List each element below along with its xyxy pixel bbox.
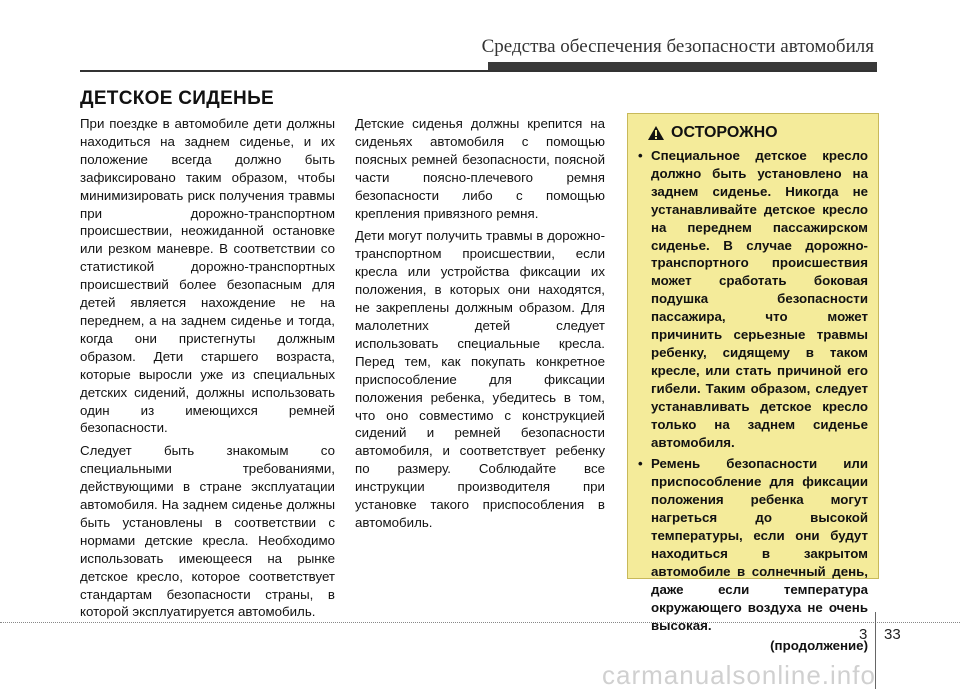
warning-title: ОСТОРОЖНО — [671, 124, 778, 141]
section-title: ДЕТСКОЕ СИДЕНЬЕ — [80, 88, 274, 109]
paragraph: Детские сиденья должны крепится на сиденьях автомобиля с помощью поясных ремней безопасности, поясной части поясно-плечевого ремня безопасности либо с помощью крепления привязного ремня. — [355, 116, 605, 221]
watermark: carmanualsonline.info — [602, 660, 876, 690]
bullet: • — [638, 148, 643, 163]
continued-label: (продолжение) — [770, 638, 868, 654]
page-number: 33 — [884, 626, 901, 643]
text-column-1 — [80, 115, 335, 626]
section-number: 3 — [859, 626, 868, 643]
text-column-2 — [355, 115, 605, 537]
header-rule — [80, 70, 877, 72]
warning-item — [638, 147, 868, 451]
warning-list — [638, 147, 868, 634]
footer-rule — [0, 622, 960, 623]
warning-item — [638, 455, 868, 634]
paragraph: Дети могут получить травмы в дорожно-транспортном происшествии, если кресла или устройства фиксации их положения, в которых они находятся, не закреплены должным образом. Для малолетних детей следует использовать специальные кресла. Перед тем, как покупать конкретное приспособление для фиксации положения ребенка, убедитесь в том, что оно совместимо с конструкцией сидений и ремней безопасности автомобиля, и соответствует ребенку по размеру. Соблюдайте все инструкции производителя при установке такого приспособления в автомобиль. — [355, 228, 605, 530]
bullet: • — [638, 456, 643, 472]
warning-item-text: Ремень безопасности или приспособление для фиксации положения ребенка могут нагреться до высокой температуры, если они будут находиться в закрытом автомобиле в солнечный день, даже если температура окружающего воздуха не очень высокая. — [651, 456, 868, 633]
paragraph: Следует быть знакомым со специальными требованиями, действующими в стране эксплуатации автомобиля. На заднем сиденье должны быть установлены в соответствии с нормами детские кресла. Необходимо использовать имеющееся на рынке детское кресло, которое соответствует стандартам безопасности страны, в которой эксплуатируется автомобиль. — [80, 443, 335, 620]
warning-box — [627, 113, 879, 654]
header-title: Средства обеспечения безопасности автомобиля — [481, 36, 874, 57]
paragraph: При поездке в автомобиле дети должны находиться на заднем сиденье, и их положение всегда должно быть зафиксировано таким образом, чтобы минимизировать риск получения травмы при дорожно-транспортном происшествии, неожиданной остановке или резком маневре. В соответствии со статистикой дорожно-транспортных происшествий более безопасным для детей является нахождение не на переднем, а на заднем сиденье и тогда, когда они пристегнуты должным образом. Дети старшего возраста, которые выросли уже из специальных детских сидений, должны использовать один из имеющихся ремней безопасности. — [80, 116, 335, 436]
warning-triangle-icon — [647, 125, 665, 141]
warning-header — [647, 124, 868, 142]
warning-item-text: Специальное детское кресло должно быть установлено на заднем сиденье. Никогда не устанавливайте детское кресло на переднем пассажирском сиденье. В случае дорожно-транспортного происшествия может сработать боковая подушка безопасности пассажира, что может причинить серьезные травмы ребенку, сидящему в таком кресле, или стать причиной его гибели. Таким образом, следует устанавливать детское кресло только на заднем сиденье автомобиля. — [651, 148, 868, 450]
